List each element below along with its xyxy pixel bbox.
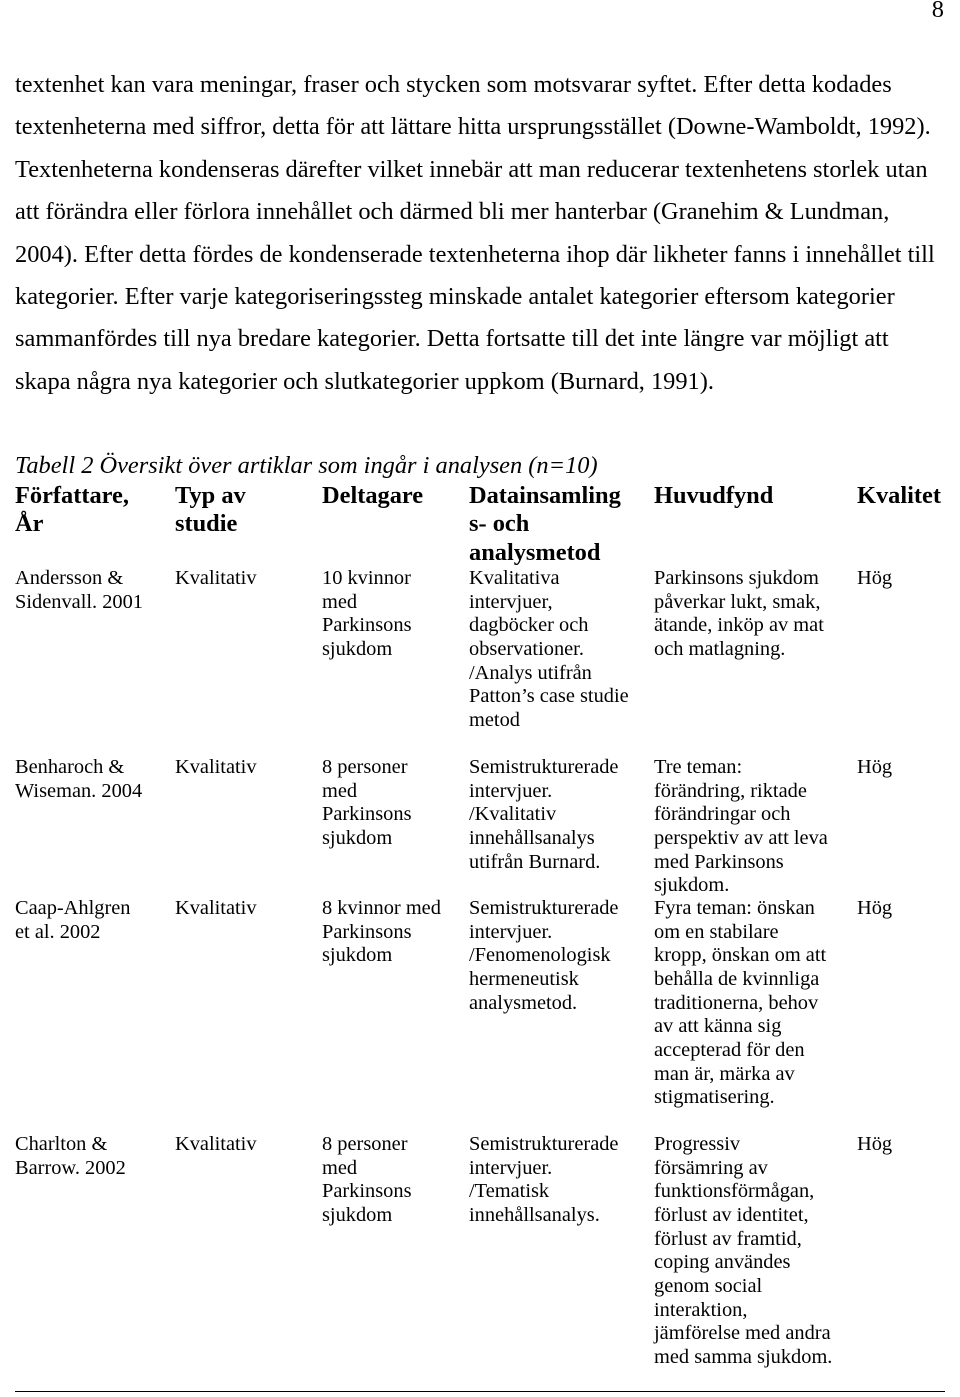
header-author: Författare, År [15, 482, 129, 538]
method-cell: Semistrukturerade intervjuer. /Fenomenologisk hermeneutisk analysmetod. [469, 897, 619, 1014]
header-findings: Huvudfynd [654, 482, 774, 509]
header-method: Datainsamling s- och analysmetod [469, 482, 621, 566]
study-type-cell: Kvalitativ [175, 1133, 257, 1155]
bottom-rule [15, 1391, 945, 1392]
body-line: kategorier. Efter varje kategoriseringssteg minskade antalet kategorier eftersom kategorier [15, 283, 895, 311]
method-cell: Semistrukturerade intervjuer. /Tematisk innehållsanalys. [469, 1133, 619, 1226]
body-line: skapa några nya kategorier och slutkategorier uppkom (Burnard, 1991). [15, 367, 714, 395]
quality-cell: Hög [857, 897, 893, 919]
author-cell: Benharoch & Wiseman. 2004 [15, 756, 143, 802]
method-cell: Semistrukturerade intervjuer. /Kvalitativ innehållsanalys utifrån Burnard. [469, 756, 619, 873]
participants-cell: 8 personer med Parkinsons sjukdom [322, 1133, 412, 1226]
header-participants: Deltagare [322, 482, 424, 509]
body-line: textenheterna med siffror, detta för att lättare hitta ursprungsstället (Downe-Wamboldt, 1992). [15, 113, 931, 141]
study-type-cell: Kvalitativ [175, 897, 257, 919]
body-line: 2004). Efter detta fördes de kondenserade textenheterna ihop där likheter fanns i innehållet till [15, 240, 935, 268]
participants-cell: 8 personer med Parkinsons sjukdom [322, 756, 412, 849]
findings-cell: Fyra teman: önskan om en stabilare kropp, önskan om att behålla de kvinnliga traditionerna, behov av att känna sig accepterad för den man är, märka av stigmatisering. [654, 897, 827, 1109]
author-cell: Andersson & Sidenvall. 2001 [15, 567, 143, 613]
table-caption: Tabell 2 Översikt över artiklar som ingår i analysen (n=10) [15, 452, 598, 479]
study-type-cell: Kvalitativ [175, 756, 257, 778]
header-quality: Kvalitet [857, 482, 941, 509]
study-type-cell: Kvalitativ [175, 567, 257, 589]
body-line: Textenheterna kondenseras därefter vilket innebär att man reducerar textenhetens storlek utan [15, 155, 928, 183]
participants-cell: 10 kvinnor med Parkinsons sjukdom [322, 567, 412, 660]
findings-cell: Parkinsons sjukdom påverkar lukt, smak, ätande, inköp av mat och matlagning. [654, 567, 824, 660]
body-line: att förändra eller förlora innehållet och därmed bli mer hanterbar (Granehim & Lundman, [15, 198, 890, 226]
findings-cell: Progressiv försämring av funktionsförmågan, förlust av identitet, förlust av framtid, coping användes genom social interaktion, jämförelse med andra med samma sjukdom. [654, 1133, 833, 1368]
header-study-type: Typ av studie [175, 482, 246, 538]
author-cell: Caap-Ahlgren et al. 2002 [15, 897, 131, 943]
body-line: sammanfördes till nya bredare kategorier. Detta fortsatte till det inte längre var möjligt att [15, 325, 889, 353]
participants-cell: 8 kvinnor med Parkinsons sjukdom [322, 897, 441, 967]
page-number: 8 [931, 0, 944, 23]
quality-cell: Hög [857, 1133, 893, 1155]
author-cell: Charlton & Barrow. 2002 [15, 1133, 126, 1179]
findings-cell: Tre teman: förändring, riktade förändringar och perspektiv av att leva med Parkinsons sjukdom. [654, 756, 828, 897]
body-line: textenhet kan vara meningar, fraser och stycken som motsvarar syftet. Efter detta kodades [15, 71, 892, 98]
quality-cell: Hög [857, 756, 893, 778]
method-cell: Kvalitativa intervjuer, dagböcker och observationer. /Analys utifrån Patton’s case studie metod [469, 567, 629, 731]
quality-cell: Hög [857, 567, 893, 589]
